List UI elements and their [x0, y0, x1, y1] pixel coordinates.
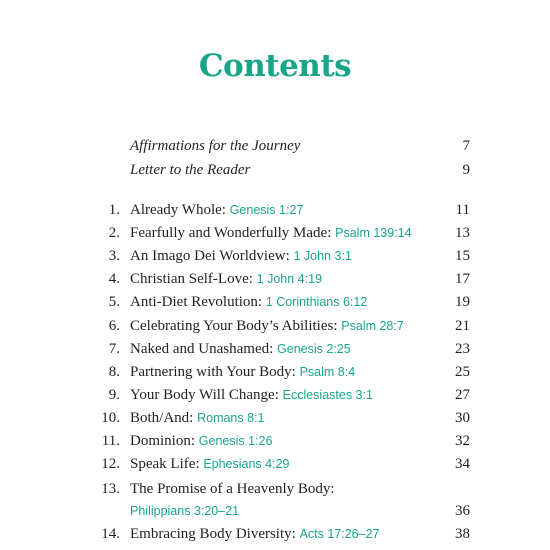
- chapter-text: [130, 341, 430, 358]
- toc-entry: [0, 294, 550, 314]
- chapter-number: 12.: [101, 456, 120, 472]
- scripture-reference: Psalm 139:14: [335, 226, 412, 240]
- chapter-number: 3.: [108, 248, 120, 264]
- toc-entry: [0, 456, 550, 476]
- page-number: 21: [455, 318, 470, 334]
- scripture-reference: Philippians 3:20–21: [130, 504, 240, 518]
- chapter-title: Speak Life:: [130, 456, 200, 472]
- scripture-reference: Genesis 1:26: [198, 434, 273, 448]
- chapter-title: Naked and Unashamed:: [130, 341, 274, 357]
- chapter-number: 14.: [101, 526, 120, 542]
- page-number: 32: [455, 433, 470, 449]
- page-number: 30: [455, 410, 470, 426]
- scripture-reference: 1 John 4:19: [256, 272, 322, 286]
- page-number: 25: [455, 364, 470, 380]
- scripture-reference: 1 John 3:1: [293, 249, 352, 263]
- chapter-text: [130, 294, 430, 311]
- scripture-reference: Ecclesiastes 3:1: [282, 388, 373, 402]
- toc-entry: [0, 225, 550, 245]
- chapter-number: 9.: [108, 387, 120, 403]
- chapter-title: Partnering with Your Body:: [130, 364, 296, 380]
- chapter-number: 13.: [101, 481, 120, 497]
- front-matter-item: [130, 138, 470, 155]
- scripture-reference: Ephesians 4:29: [203, 457, 290, 471]
- scripture-reference: Genesis 1:27: [229, 203, 304, 217]
- page-number: 13: [455, 225, 470, 241]
- chapter-number: 11.: [101, 433, 120, 449]
- front-matter-title: Letter to the Reader: [130, 162, 251, 178]
- page-number: 15: [455, 248, 470, 264]
- chapter-number: 5.: [108, 294, 120, 310]
- toc-entry: [0, 202, 550, 222]
- front-matter-item: [130, 162, 470, 179]
- page-number: 34: [455, 456, 470, 472]
- chapter-title: Celebrating Your Body’s Abilities:: [130, 318, 338, 334]
- page-number: 27: [455, 387, 470, 403]
- chapter-title: Fearfully and Wonderfully Made:: [130, 225, 332, 241]
- toc-entry: [0, 248, 550, 268]
- page-number: 9: [462, 162, 470, 178]
- chapter-number: 2.: [108, 225, 120, 241]
- toc-entry: [0, 364, 550, 384]
- toc-entry: [0, 433, 550, 453]
- chapter-title: Your Body Will Change:: [130, 387, 279, 403]
- page-number: 17: [455, 271, 470, 287]
- scripture-reference: Romans 8:1: [197, 411, 265, 425]
- front-matter-title: Affirmations for the Journey: [130, 138, 301, 154]
- page-number: 11: [455, 202, 470, 218]
- chapter-number: 10.: [101, 410, 120, 426]
- page-number: 36: [455, 503, 470, 519]
- toc-entry: [0, 341, 550, 361]
- chapter-title: Both/And:: [130, 410, 194, 426]
- chapter-title: An Imago Dei Worldview:: [130, 248, 290, 264]
- toc-entry: [0, 271, 550, 291]
- page-number: 19: [455, 294, 470, 310]
- chapter-text: [130, 202, 430, 219]
- chapter-text: [130, 248, 430, 265]
- toc-entry: [0, 481, 550, 525]
- page-number: 7: [462, 138, 470, 154]
- scripture-reference: 1 Corinthians 6:12: [265, 295, 368, 309]
- chapter-text: [130, 387, 430, 404]
- chapter-title: Anti-Diet Revolution:: [130, 294, 263, 310]
- chapter-title: The Promise of a Heavenly Body:: [130, 481, 335, 497]
- chapter-number: 6.: [108, 318, 120, 334]
- chapter-text: [130, 225, 430, 242]
- page-title: Contents: [198, 48, 352, 84]
- chapter-number: 1.: [108, 202, 120, 218]
- chapter-title: Already Whole:: [130, 202, 226, 218]
- scripture-reference: Genesis 2:25: [277, 342, 351, 356]
- toc-entry: [0, 387, 550, 407]
- chapter-text: [130, 456, 430, 473]
- chapter-text: [130, 364, 430, 381]
- toc-entry: [0, 410, 550, 430]
- chapter-number: 4.: [108, 271, 120, 287]
- scripture-reference: Psalm 28:7: [341, 319, 404, 333]
- chapter-title: Dominion:: [130, 433, 196, 449]
- chapter-text: [130, 318, 430, 335]
- page-number: 38: [455, 526, 470, 542]
- chapter-text: [130, 433, 430, 450]
- chapter-number: 7.: [108, 341, 120, 357]
- chapter-text: [130, 526, 430, 543]
- chapter-text: [130, 410, 430, 427]
- page-number: 23: [455, 341, 470, 357]
- scripture-reference: Acts 17:26–27: [299, 527, 380, 541]
- chapter-title: Christian Self-Love:: [130, 271, 253, 287]
- toc-entry: [0, 526, 550, 546]
- scripture-reference: Psalm 8:4: [299, 365, 356, 379]
- chapter-number: 8.: [108, 364, 120, 380]
- toc-entry: [0, 318, 550, 338]
- chapter-text: [130, 271, 430, 288]
- chapter-title: Embracing Body Diversity:: [130, 526, 296, 542]
